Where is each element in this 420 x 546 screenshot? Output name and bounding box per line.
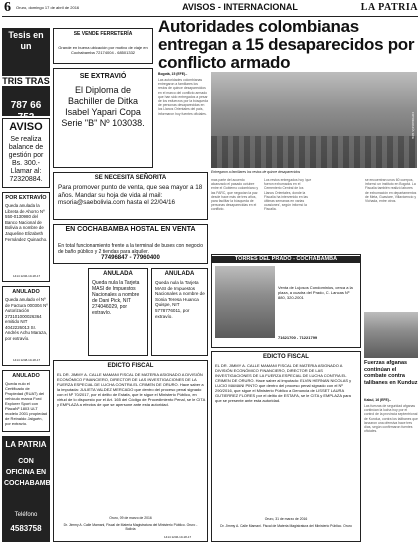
hostal-body: En total funcionamiento frente a la terminal de buses con negocio de baño público y 2 tiendas para alquiler.: [58, 243, 204, 255]
extravio1-ad: [53, 68, 153, 168]
necesita-title: SE NECESITA SEÑORITA: [94, 175, 167, 181]
vende-ad: [53, 28, 153, 64]
article-col4: se encuentran unos 60 cuerpos, informó un instituto en Bogotá. La Fiscalía también realizó labores de exhumación en departamentos de Meta, Guaviare, Villavicencio y Vichada, entre otros.: [365, 178, 417, 204]
promo-phone-label: Teléfono: [14, 512, 38, 518]
anulada4-title: ANULADA: [164, 271, 195, 277]
edicto1: [53, 360, 208, 542]
hostal-ad: [53, 224, 208, 264]
torres-body: Venta de Lujosos Condominios, cerca a la plaza, a cuadra del Prado, C. Lancas Nº 880, 320-2001: [278, 285, 353, 300]
torres-phone: 71621700 - 71221799: [278, 335, 318, 340]
tesis-ad: [2, 28, 50, 123]
promo-title: LA PATRIA: [5, 440, 47, 449]
article-col1: Las autoridades colombianas entregaron a familiares los restos de quince desaparecidos en el marco del conflicto armado que han sido entregados a pesar de los esfuerzos por la búsqueda de personas desaparecidas en los Llanos Orientales del país, informaron hoy fuentes oficiales.: [158, 78, 208, 116]
torres-title: TORRES DEL PRADO - COCHABAMBA: [212, 256, 360, 263]
tesis-sub: TRIS TRAS: [2, 76, 50, 86]
edicto2: [211, 351, 361, 542]
tesis-title: Tesis en un: [8, 30, 44, 51]
side-dateline: Kabul, 16 (EFE).-: [364, 398, 391, 402]
ad-code: 1414 1246-10-18-17: [164, 535, 192, 539]
section-label: AVISOS - INTERNACIONAL: [182, 2, 298, 12]
photo-people: [211, 136, 417, 168]
photo-credit: FOTOGRAFÍA: EFE: [411, 112, 415, 139]
side-photo: [364, 312, 418, 358]
vende-body: Grande en buena ubicación por motivo de viaje en Cochabamba 72174004 - 68501332: [58, 45, 148, 55]
article-headline: Autoridades colombianas entregan a 15 desaparecidos por conflicto armado: [158, 17, 415, 72]
aviso-title: AVISO: [9, 121, 43, 133]
torres-photo: [215, 266, 275, 338]
page-number: 6: [4, 0, 11, 15]
anulada3-ad: [88, 268, 148, 356]
tesis-phone: 787 66 752: [10, 100, 42, 123]
masthead: LA PATRIA: [360, 2, 418, 13]
extravio2-title: POR EXTRAVÍO: [5, 195, 47, 201]
side-headline: Fuerzas afganas continúan el combate contra talibanes en Kunduz: [364, 360, 418, 386]
edicto2-body: EL DR. JIMMY A. CALLE MAMANI FISCAL DE MATERIA ASIGNADO A DIVISIÓN ECONÓMICO FINANCIERO, DIRECTOR DE LAS INVESTIGACIONES DE LA FUERZA ESPECIAL DE LUCHA CONTRA EL CRIMEN DE ORURO. Hace saber al imputado: ELVIN HERNAN NICOLAS y LUCIO MAMANI PINTO que dentro del proceso penal signado con el Nº 290/2016, que sigue el Ministerio Público a Denuncia de LISSET LAURA GUTIERREZ FLORES por el delito de ESTAFA, se le CITA y EMPLAZA para que se presente ante esta autoridad.: [215, 363, 352, 403]
anulado2-body: Queda nulo el Certificado de Propiedad (RUAT) del vehículo marca Ford Explorer Sport con PlacaNº 1803 ULT modelo 2001 propiedad de Reinaldo Jalguén, por extravío.: [5, 381, 48, 426]
edicto2-footer: Oruro, 31 de marzo de 2016: [264, 517, 308, 521]
article-dateline: Bogotá, 15 (EFE).-: [158, 72, 188, 76]
edicto1-signer: Dr. Jimmy A. Calle Mamani, Fiscal de Materia Magistratura del Ministerio Público. Oruro - Bolivia: [63, 523, 198, 532]
promo-phone: 4583758: [10, 524, 42, 533]
anulada4-body: Queda nula la Tarjeta MASI de Impuestos Nacionales a nombre de Sonia Teresa Huanca Quispe, NIT 5778776011, por extravío.: [155, 280, 205, 319]
torres-ad: [211, 254, 361, 348]
page-header: [0, 0, 420, 17]
photo-caption: Entregaron a familiares los restos de quince desaparecidos: [211, 170, 301, 174]
hostal-phone: 77496847 - 77960400: [101, 255, 160, 261]
vende-title: SE VENDE FERRETERÍA: [73, 31, 133, 37]
edicto1-footer: Oruro, 09 de marzo de 2016: [109, 516, 152, 520]
article-photo: [211, 72, 417, 168]
anulada3-body: Queda nula la Tarjeta MASI de Impuestos Nacionales a nombre de Dani Pick, NIT 274046029, por extravío.: [92, 280, 140, 316]
edicto2-title: EDICTO FISCAL: [263, 354, 309, 360]
aviso-body: Se realiza balance de gestión por Bs. 300.- Llamar al: 72320884.: [8, 136, 44, 183]
aviso-ad: [2, 118, 50, 188]
extravio1-title: SE EXTRAVIÓ: [79, 73, 127, 80]
edicto1-title: EDICTO FISCAL: [107, 363, 154, 369]
anulada4-ad: [151, 268, 208, 356]
side-body: Las fuerzas de seguridad afganas continúan la lucha hoy por el control de la provincia septentrional de Kunduz, contra los talibanes que lanzaron una ofensiva hace tres días, según confirmaron fuentes oficiales.: [364, 404, 418, 434]
extravio2-body: Queda anulada la Libreta de Ahorro Nº 550-0130980 del Banco Nacional de Bolivia a nombre de Jaqueline Elizabeth Fernández Quinacho.: [5, 203, 48, 242]
promo-ad: [2, 436, 56, 542]
article-col3: Los restos entregados hoy 'que fueron exhumados en el Cementerio Central de los Llanos Orientales, donde la Fiscalía ha intervenido en las últimas semanas en varias ocasiones', según informó la Fiscalía.: [264, 178, 312, 212]
anulado2-ad: [2, 370, 50, 432]
anulada3-title: ANULADA: [103, 271, 133, 277]
edicto1-body: EL DR. JIMMY A. CALLE MAMANI FISCAL DE MATERIA ASIGNADO A DIVISIÓN ECONÓMICO FINANCIERO, DIRECTOR DE LAS INVESTIGACIONES DE LA FUERZA ESPECIAL DE LUCHA CONTRA EL CRIMEN DE ORURO. Hace saber a la imputada: JULIETA VALDEZ MERCADO que dentro del proceso penal signado con el Nº 70/2017, por el delito de Estafa, que le sigue el Ministerio Público, en virtud de lo dispuesto por el Art. 165 del Código de Procedimiento Penal, se le CITA y EMPLAZA a efectos de que se apersone ante esta autoridad.: [57, 372, 206, 407]
anulado1-title: ANULADO: [12, 289, 40, 295]
article-col2: mas parte del acuerdo alcanzado el pasado octubre entre el Gobierno colombiano y las FARC, que negocian la paz desde hace más de tres años, para facilitar la búsqueda de personas desaparecidas en el conflicto.: [211, 178, 259, 212]
anulado1-ad: [2, 286, 50, 366]
promo-body: CON OFICINA EN COCHABAMBA: [4, 458, 56, 487]
hostal-title: EN COCHABAMBA HOSTAL EN VENTA: [65, 226, 196, 233]
extravio1-body: El Diploma de Bachiller de Ditka Isabel Yapari Copa Serie "B" Nº 103038.: [61, 85, 145, 128]
edicto2-signer: Dr. Jimmy A. Calle Mamani. Fiscal de Materia Magistratura del Ministerio Público. Oruro: [220, 524, 352, 528]
necesita-body: Para promover punto de venta, que sea mayor a 18 años. Mandar su hoja de vida al mail: msoria@saebolivia.com hasta el 22/04/16: [58, 184, 203, 206]
anulado1-body: Queda anulado el Nº de Factura 000304 Nº Autorización 273101000026364 emitido NIT 4042226013 Sr. Andrés Achu Maraza, por extravío.: [5, 297, 48, 341]
extravio2-ad: [2, 192, 50, 282]
anulado2-title: ANULADO: [12, 373, 40, 379]
date-line: Oruro, domingo 17 de abril de 2016: [16, 5, 80, 10]
ad-code: 1414 1246-10-18-17: [13, 274, 41, 278]
ad-code: 1414 1248-10-18-17: [13, 358, 41, 362]
necesita-ad: [53, 172, 208, 220]
